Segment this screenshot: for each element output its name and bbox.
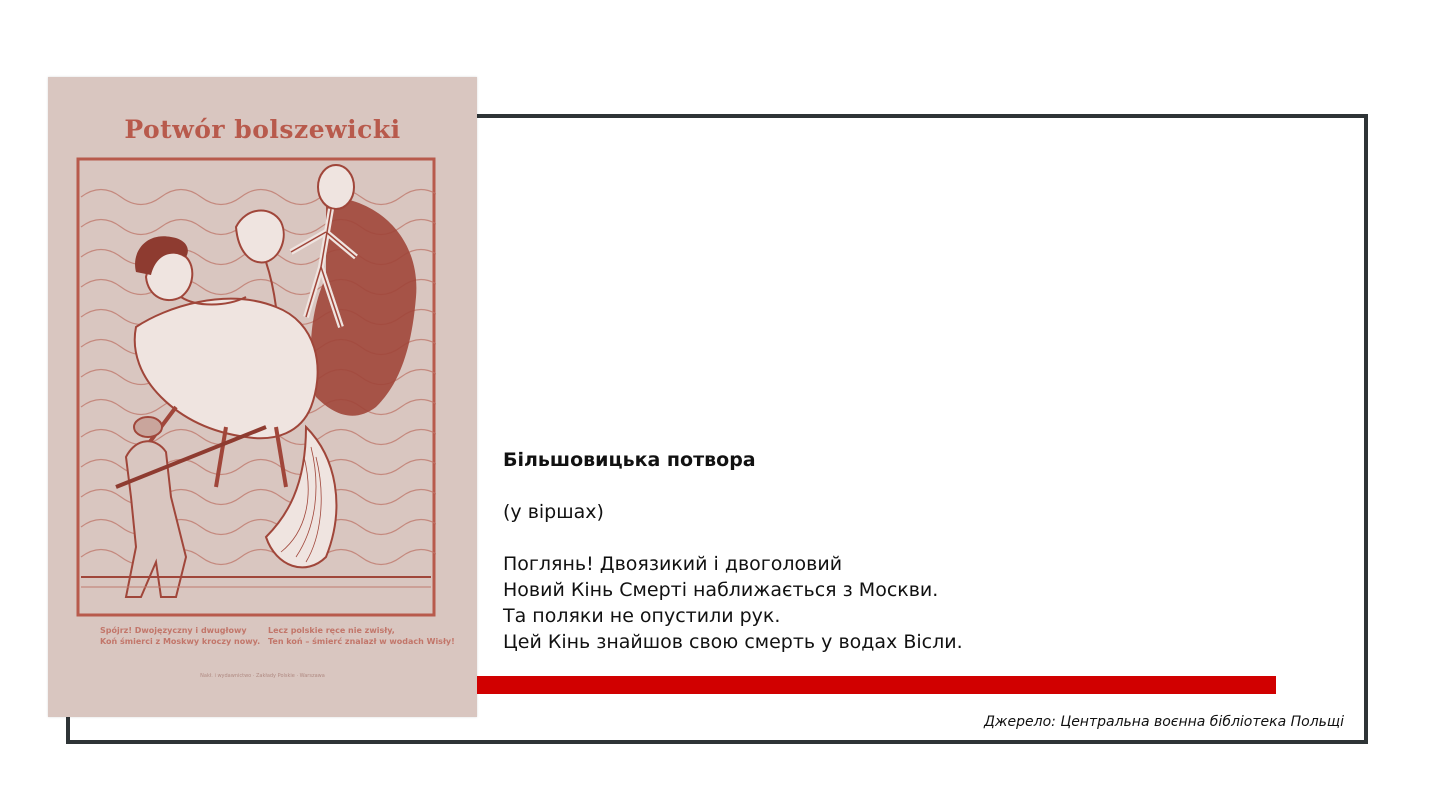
poster-caption-line: Ten koń – śmierć znalazł w wodach Wisły! [268,637,455,646]
poster-imprint: Nakł. i wydawnictwo · Zakłady Polskie · Warszawa [200,673,325,679]
poster-caption-left [100,625,260,647]
poem-block [503,447,1263,655]
poem-line: Поглянь! Двоязикий і двоголовий [503,553,843,575]
poster-caption-right [268,625,455,647]
poem-line: Цей Кінь знайшов свою смерть у водах Вісли. [503,631,963,653]
poster-caption-line: Spójrz! Dwojęzyczny i dwugłowy [100,626,247,635]
source-credit: Джерело: Центральна воєнна бібліотека Польщі [983,714,1344,730]
accent-bar [477,676,1276,694]
poster-illustration [76,157,436,617]
poster-caption-line: Koń śmierci z Moskwy kroczy nowy. [100,637,261,646]
poem-subtitle: (у віршах) [503,501,604,523]
poster-caption-line: Lecz polskie ręce nie zwisły, [268,626,395,635]
poster-title: Potwór bolszewicki [124,115,401,144]
poster-image [48,77,477,717]
poem-title: Більшовицька потвора [503,449,756,471]
poem-line: Та поляки не опустили рук. [503,605,781,627]
poem-line: Новий Кінь Смерті наближається з Москви. [503,579,939,601]
